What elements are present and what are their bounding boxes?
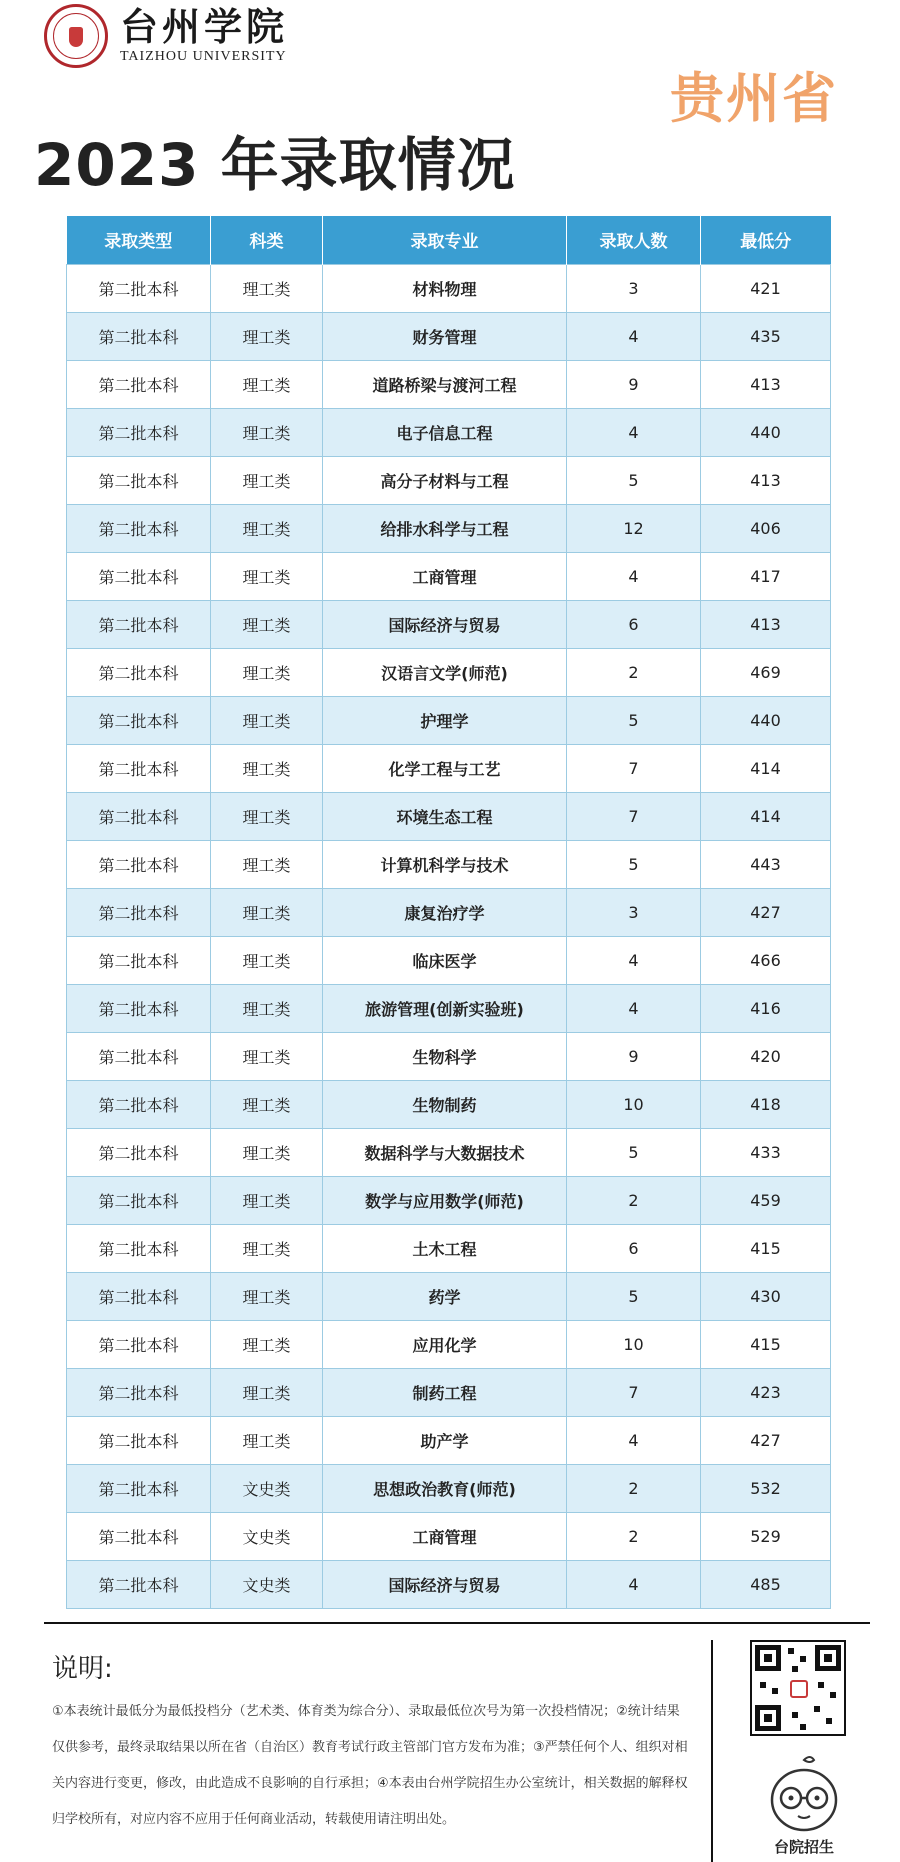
table-cell: 5: [567, 1128, 701, 1176]
table-cell: 文史类: [211, 1560, 323, 1608]
table-cell: 4: [567, 552, 701, 600]
table-cell: 415: [701, 1320, 831, 1368]
table-cell: 理工类: [211, 408, 323, 456]
table-cell: 理工类: [211, 888, 323, 936]
table-cell: 3: [567, 888, 701, 936]
school-logo: [44, 4, 288, 68]
vertical-divider: [711, 1640, 713, 1862]
column-header: 最低分: [701, 216, 831, 264]
school-name-cn: 台州学院: [120, 4, 289, 49]
table-cell: 药学: [323, 1272, 567, 1320]
table-cell: 助产学: [323, 1416, 567, 1464]
table-row: [67, 1368, 831, 1416]
table-cell: 理工类: [211, 456, 323, 504]
table-cell: 9: [567, 360, 701, 408]
table-cell: 理工类: [211, 1224, 323, 1272]
table-cell: 5: [567, 840, 701, 888]
table-cell: 第二批本科: [67, 1464, 211, 1512]
table-cell: 7: [567, 744, 701, 792]
table-cell: 第二批本科: [67, 696, 211, 744]
table-cell: 420: [701, 1032, 831, 1080]
table-cell: 生物制药: [323, 1080, 567, 1128]
table-row: [67, 984, 831, 1032]
table-cell: 5: [567, 696, 701, 744]
table-cell: 理工类: [211, 1176, 323, 1224]
table-cell: 459: [701, 1176, 831, 1224]
table-cell: 第二批本科: [67, 600, 211, 648]
table-cell: 4: [567, 1560, 701, 1608]
table-row: [67, 312, 831, 360]
table-cell: 443: [701, 840, 831, 888]
table-cell: 国际经济与贸易: [323, 600, 567, 648]
divider-line: [44, 1622, 870, 1624]
table-cell: 理工类: [211, 1320, 323, 1368]
table-cell: 417: [701, 552, 831, 600]
table-row: [67, 1080, 831, 1128]
table-cell: 435: [701, 312, 831, 360]
column-header: 录取类型: [67, 216, 211, 264]
table-cell: 理工类: [211, 1416, 323, 1464]
table-cell: 理工类: [211, 1272, 323, 1320]
table-cell: 工商管理: [323, 1512, 567, 1560]
table-cell: 3: [567, 264, 701, 312]
table-cell: 413: [701, 456, 831, 504]
table-row: [67, 792, 831, 840]
mascot-label: 台院招生: [773, 1838, 834, 1856]
table-cell: 12: [567, 504, 701, 552]
table-cell: 430: [701, 1272, 831, 1320]
table-cell: 第二批本科: [67, 744, 211, 792]
page-title: 2023 年录取情况: [34, 131, 516, 199]
table-row: [67, 408, 831, 456]
table-row: [67, 1272, 831, 1320]
table-row: [67, 1416, 831, 1464]
table-cell: 5: [567, 456, 701, 504]
table-cell: 第二批本科: [67, 1560, 211, 1608]
table-cell: 414: [701, 792, 831, 840]
table-cell: 生物科学: [323, 1032, 567, 1080]
table-row: [67, 600, 831, 648]
table-cell: 理工类: [211, 1128, 323, 1176]
table-cell: 7: [567, 792, 701, 840]
table-cell: 427: [701, 1416, 831, 1464]
table-cell: 理工类: [211, 984, 323, 1032]
table-cell: 第二批本科: [67, 1176, 211, 1224]
table-cell: 材料物理: [323, 264, 567, 312]
table-cell: 10: [567, 1080, 701, 1128]
table-cell: 理工类: [211, 1032, 323, 1080]
table-cell: 2: [567, 648, 701, 696]
table-cell: 第二批本科: [67, 936, 211, 984]
table-cell: 理工类: [211, 648, 323, 696]
table-header-row: [67, 216, 831, 264]
notes-body: ①本表统计最低分为最低投档分（艺术类、体育类为综合分）、录取最低位次号为第一次投档情况；②统计结果仅供参考，最终录取结果以所在省（自治区）教育考试行政主管部门官方发布为准；③严禁任何个人、组织对相关内容进行变更，修改，由此造成不良影响的自行承担；④本表由台州学院招生办公室统计，相关数据的解释权归学校所有，对应内容不应用于任何商业活动，转载使用请注明出处。: [52, 1704, 688, 1827]
table-cell: 第二批本科: [67, 1368, 211, 1416]
table-cell: 第二批本科: [67, 984, 211, 1032]
table-cell: 440: [701, 696, 831, 744]
table-row: [67, 1512, 831, 1560]
table-cell: 旅游管理(创新实验班): [323, 984, 567, 1032]
column-header: 录取专业: [323, 216, 567, 264]
table-cell: 理工类: [211, 264, 323, 312]
table-cell: 文史类: [211, 1464, 323, 1512]
table-cell: 理工类: [211, 552, 323, 600]
table-cell: 第二批本科: [67, 840, 211, 888]
table-cell: 421: [701, 264, 831, 312]
table-cell: 4: [567, 936, 701, 984]
table-cell: 康复治疗学: [323, 888, 567, 936]
table-cell: 第二批本科: [67, 312, 211, 360]
table-cell: 6: [567, 600, 701, 648]
admission-table: [66, 216, 830, 1609]
table-cell: 工商管理: [323, 552, 567, 600]
table-cell: 4: [567, 408, 701, 456]
table-cell: 2: [567, 1176, 701, 1224]
table-cell: 第二批本科: [67, 264, 211, 312]
table-cell: 临床医学: [323, 936, 567, 984]
table-cell: 制药工程: [323, 1368, 567, 1416]
table-cell: 4: [567, 1416, 701, 1464]
table-cell: 413: [701, 600, 831, 648]
table-cell: 406: [701, 504, 831, 552]
table-cell: 化学工程与工艺: [323, 744, 567, 792]
table-cell: 理工类: [211, 936, 323, 984]
table-cell: 第二批本科: [67, 408, 211, 456]
table-cell: 第二批本科: [67, 648, 211, 696]
table-row: [67, 504, 831, 552]
table-cell: 4: [567, 984, 701, 1032]
table-row: [67, 360, 831, 408]
table-cell: 第二批本科: [67, 1032, 211, 1080]
column-header: 科类: [211, 216, 323, 264]
table-row: [67, 888, 831, 936]
table-cell: 第二批本科: [67, 504, 211, 552]
table-cell: 469: [701, 648, 831, 696]
table-cell: 应用化学: [323, 1320, 567, 1368]
table-row: [67, 1320, 831, 1368]
table-cell: 466: [701, 936, 831, 984]
table-cell: 护理学: [323, 696, 567, 744]
table-cell: 数学与应用数学(师范): [323, 1176, 567, 1224]
table-cell: 433: [701, 1128, 831, 1176]
table-cell: 7: [567, 1368, 701, 1416]
table-row: [67, 696, 831, 744]
notes-title: 说明:: [52, 1654, 113, 1684]
table-cell: 529: [701, 1512, 831, 1560]
table-cell: 理工类: [211, 792, 323, 840]
table-cell: 思想政治教育(师范): [323, 1464, 567, 1512]
table-cell: 道路桥梁与渡河工程: [323, 360, 567, 408]
table-cell: 理工类: [211, 840, 323, 888]
table-cell: 电子信息工程: [323, 408, 567, 456]
table-cell: 440: [701, 408, 831, 456]
table-cell: 环境生态工程: [323, 792, 567, 840]
table-cell: 415: [701, 1224, 831, 1272]
table-cell: 416: [701, 984, 831, 1032]
table-row: [67, 1464, 831, 1512]
table-cell: 第二批本科: [67, 1272, 211, 1320]
table-cell: 计算机科学与技术: [323, 840, 567, 888]
table-cell: 第二批本科: [67, 888, 211, 936]
table-body: [67, 264, 831, 1608]
table-cell: 5: [567, 1272, 701, 1320]
table-cell: 给排水科学与工程: [323, 504, 567, 552]
table-cell: 10: [567, 1320, 701, 1368]
table-cell: 理工类: [211, 1368, 323, 1416]
table-row: [67, 936, 831, 984]
table-cell: 理工类: [211, 744, 323, 792]
table-row: [67, 1032, 831, 1080]
table-cell: 第二批本科: [67, 1080, 211, 1128]
table-cell: 理工类: [211, 312, 323, 360]
table-cell: 414: [701, 744, 831, 792]
table-row: [67, 264, 831, 312]
school-seal-icon: [44, 4, 108, 68]
school-name-en: TAIZHOU UNIVERSITY: [120, 49, 287, 64]
table-row: [67, 552, 831, 600]
table-cell: 第二批本科: [67, 1416, 211, 1464]
table-cell: 第二批本科: [67, 360, 211, 408]
table-row: [67, 1224, 831, 1272]
table-row: [67, 1128, 831, 1176]
table-row: [67, 1560, 831, 1608]
table-cell: 第二批本科: [67, 456, 211, 504]
table-row: [67, 456, 831, 504]
qr-code-icon: [750, 1640, 846, 1736]
table-cell: 财务管理: [323, 312, 567, 360]
table-cell: 理工类: [211, 600, 323, 648]
table-cell: 2: [567, 1512, 701, 1560]
table-cell: 理工类: [211, 696, 323, 744]
table-cell: 第二批本科: [67, 1320, 211, 1368]
table-row: [67, 1176, 831, 1224]
table-cell: 427: [701, 888, 831, 936]
table-cell: 理工类: [211, 1080, 323, 1128]
logo-text: [120, 4, 289, 65]
table-cell: 2: [567, 1464, 701, 1512]
table-cell: 土木工程: [323, 1224, 567, 1272]
table-row: [67, 840, 831, 888]
column-header: 录取人数: [567, 216, 701, 264]
table-cell: 413: [701, 360, 831, 408]
province-label: 贵州省: [670, 67, 838, 130]
table-cell: 第二批本科: [67, 1512, 211, 1560]
table-cell: 485: [701, 1560, 831, 1608]
table-cell: 国际经济与贸易: [323, 1560, 567, 1608]
table-cell: 6: [567, 1224, 701, 1272]
table-row: [67, 744, 831, 792]
table-cell: 532: [701, 1464, 831, 1512]
table-cell: 理工类: [211, 360, 323, 408]
table-row: [67, 648, 831, 696]
table-cell: 数据科学与大数据技术: [323, 1128, 567, 1176]
table-cell: 高分子材料与工程: [323, 456, 567, 504]
table-cell: 第二批本科: [67, 1128, 211, 1176]
table-cell: 文史类: [211, 1512, 323, 1560]
table-cell: 418: [701, 1080, 831, 1128]
table-cell: 第二批本科: [67, 552, 211, 600]
table-cell: 9: [567, 1032, 701, 1080]
table-cell: 423: [701, 1368, 831, 1416]
table-cell: 第二批本科: [67, 1224, 211, 1272]
table-cell: 4: [567, 312, 701, 360]
table-cell: 汉语言文学(师范): [323, 648, 567, 696]
table-cell: 第二批本科: [67, 792, 211, 840]
table-cell: 理工类: [211, 504, 323, 552]
